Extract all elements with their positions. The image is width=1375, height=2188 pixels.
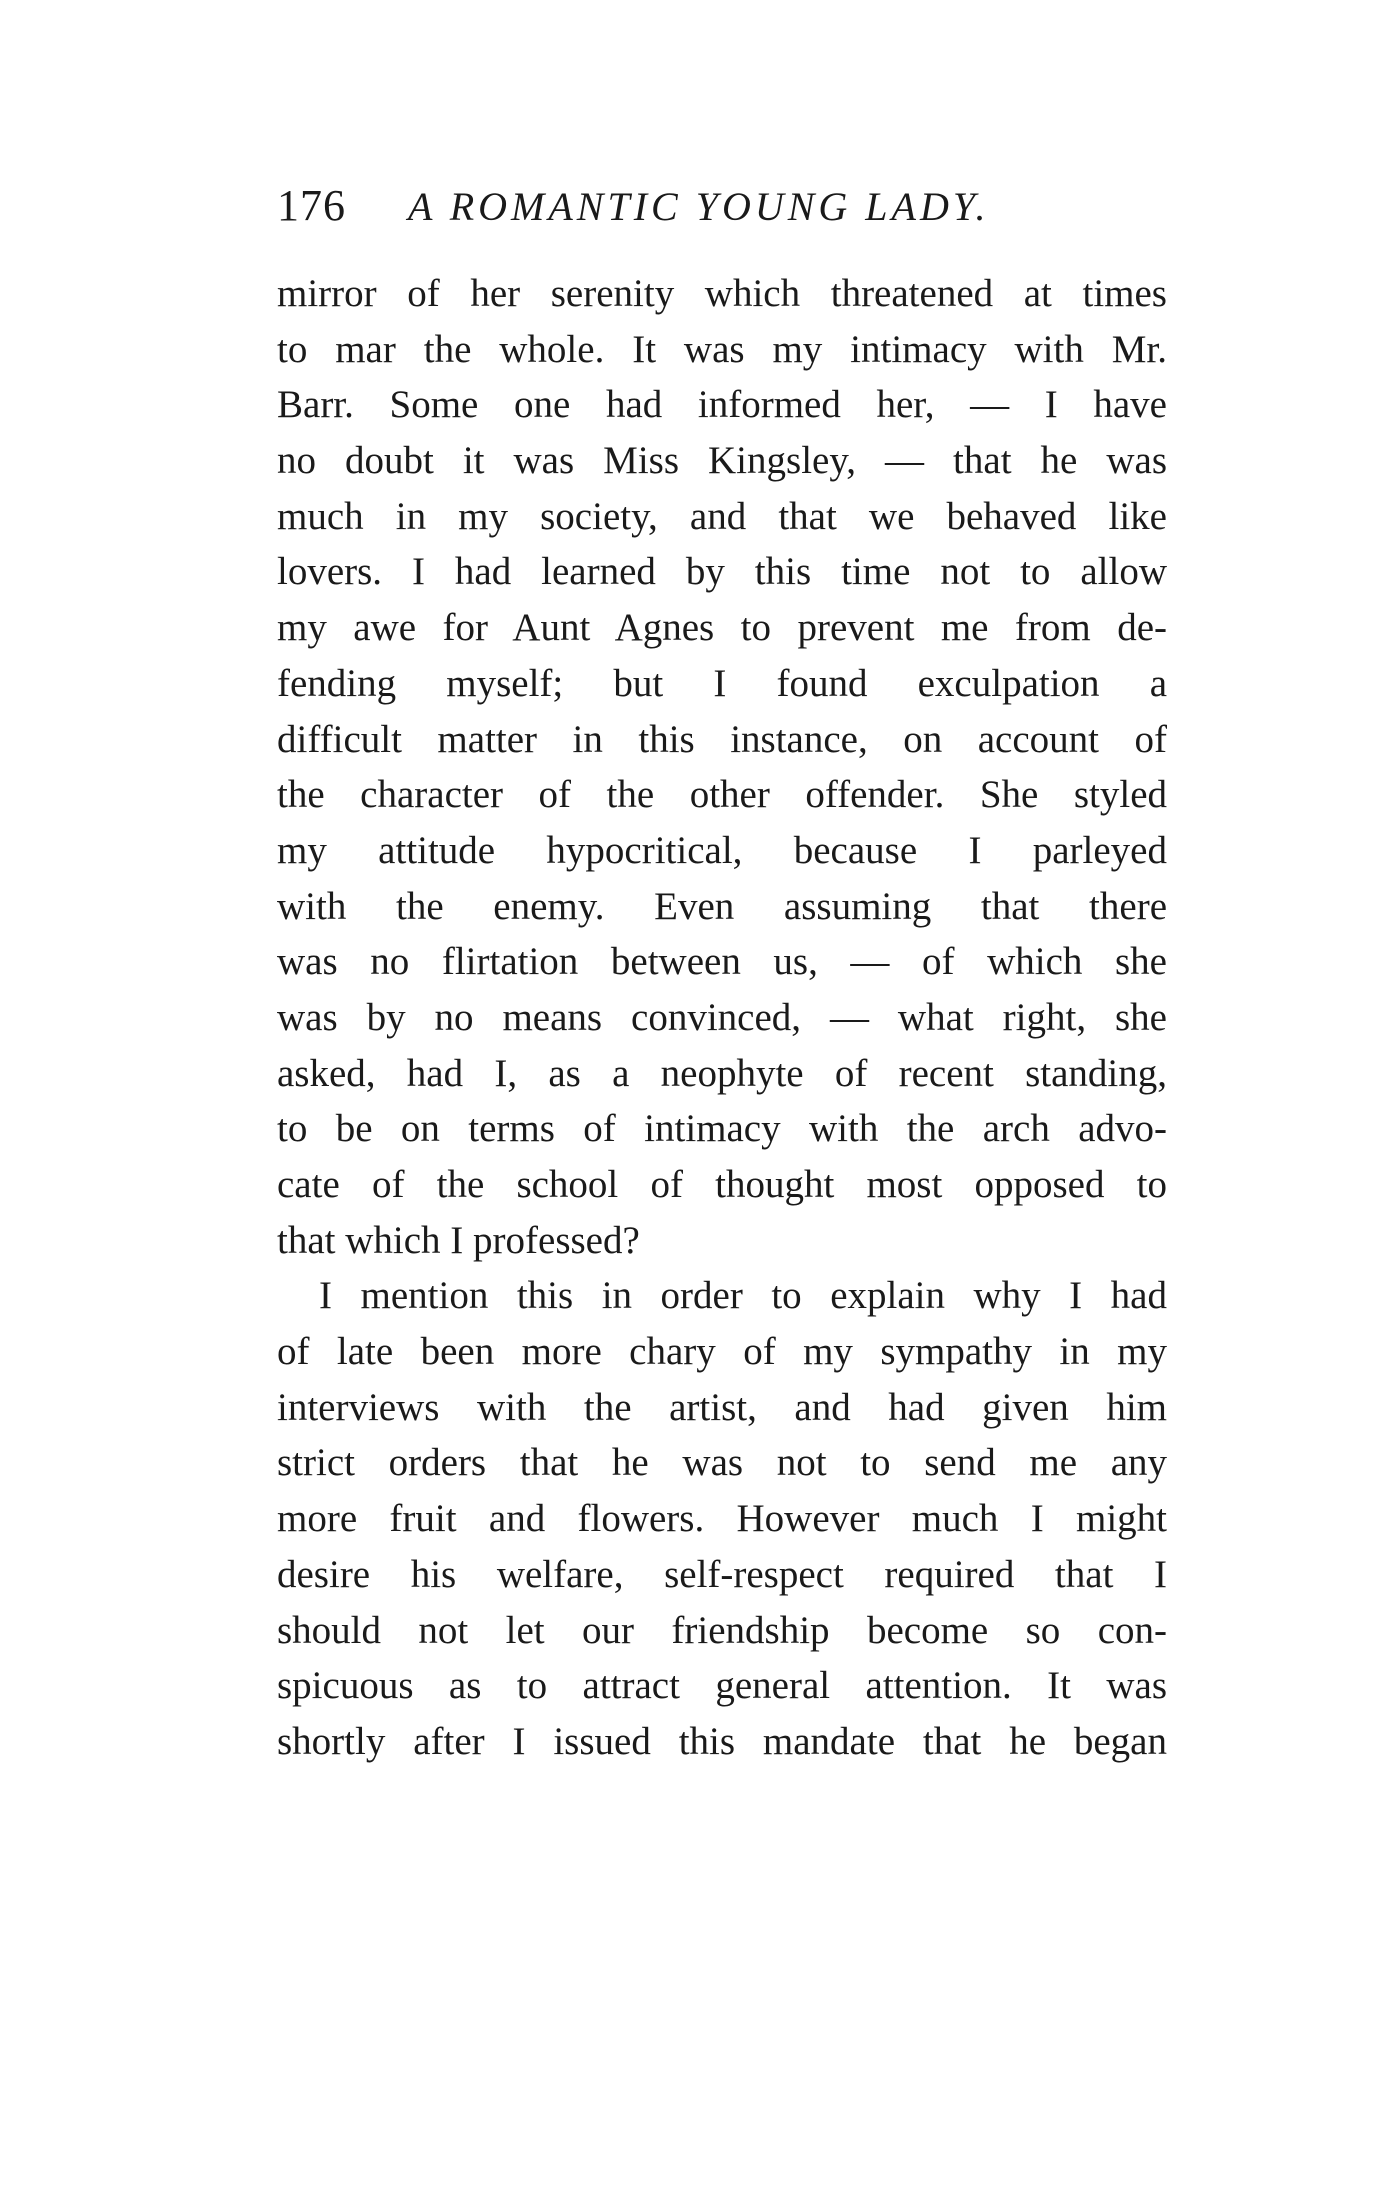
text-line: Barr. Some one had informed her, — I have: [277, 383, 1167, 427]
text-line: of late been more chary of my sympathy in my: [277, 1330, 1167, 1374]
text-line: fending myself; but I found exculpation a: [277, 661, 1167, 705]
body-text: [277, 266, 1167, 1770]
text-line: to mar the whole. It was my intimacy with Mr.: [277, 327, 1167, 371]
text-line: shortly after I issued this mandate that he began: [277, 1719, 1167, 1763]
running-head: A ROMANTIC YOUNG LADY.: [408, 184, 990, 229]
text-line: my attitude hypocritical, because I parleyed: [277, 828, 1167, 872]
text-line: with the enemy. Even assuming that there: [277, 884, 1167, 928]
text-line: difficult matter in this instance, on account of: [277, 717, 1167, 761]
text-line: should not let our friendship become so con-: [277, 1608, 1167, 1652]
text-line: interviews with the artist, and had given him: [277, 1385, 1167, 1429]
text-line: no doubt it was Miss Kingsley, — that he was: [277, 439, 1167, 483]
text-line: spicuous as to attract general attention. It was: [277, 1664, 1167, 1708]
text-line: more fruit and flowers. However much I might: [277, 1497, 1167, 1541]
paragraph-start-line: I mention this in order to explain why I had: [319, 1274, 1167, 1318]
text-line: was by no means convinced, — what right, she: [277, 995, 1167, 1039]
text-line: lovers. I had learned by this time not to allow: [277, 550, 1167, 594]
text-line: asked, had I, as a neophyte of recent standing,: [277, 1051, 1167, 1095]
text-line: the character of the other offender. She styled: [277, 773, 1167, 817]
page-header: [277, 176, 1177, 236]
text-line: was no flirtation between us, — of which she: [277, 940, 1167, 984]
text-line: mirror of her serenity which threatened at times: [277, 272, 1167, 315]
text-line: cate of the school of thought most opposed to: [277, 1163, 1167, 1206]
text-line: to be on terms of intimacy with the arch advo-: [277, 1107, 1167, 1151]
page-number: 176: [277, 181, 346, 230]
text-line: desire his welfare, self-respect required that I: [277, 1552, 1167, 1596]
text-line: much in my society, and that we behaved like: [277, 494, 1167, 538]
text-line: strict orders that he was not to send me any: [277, 1441, 1167, 1485]
text-line: my awe for Aunt Agnes to prevent me from de-: [277, 606, 1167, 650]
paragraph-end-line: that which I professed?: [277, 1218, 640, 1262]
